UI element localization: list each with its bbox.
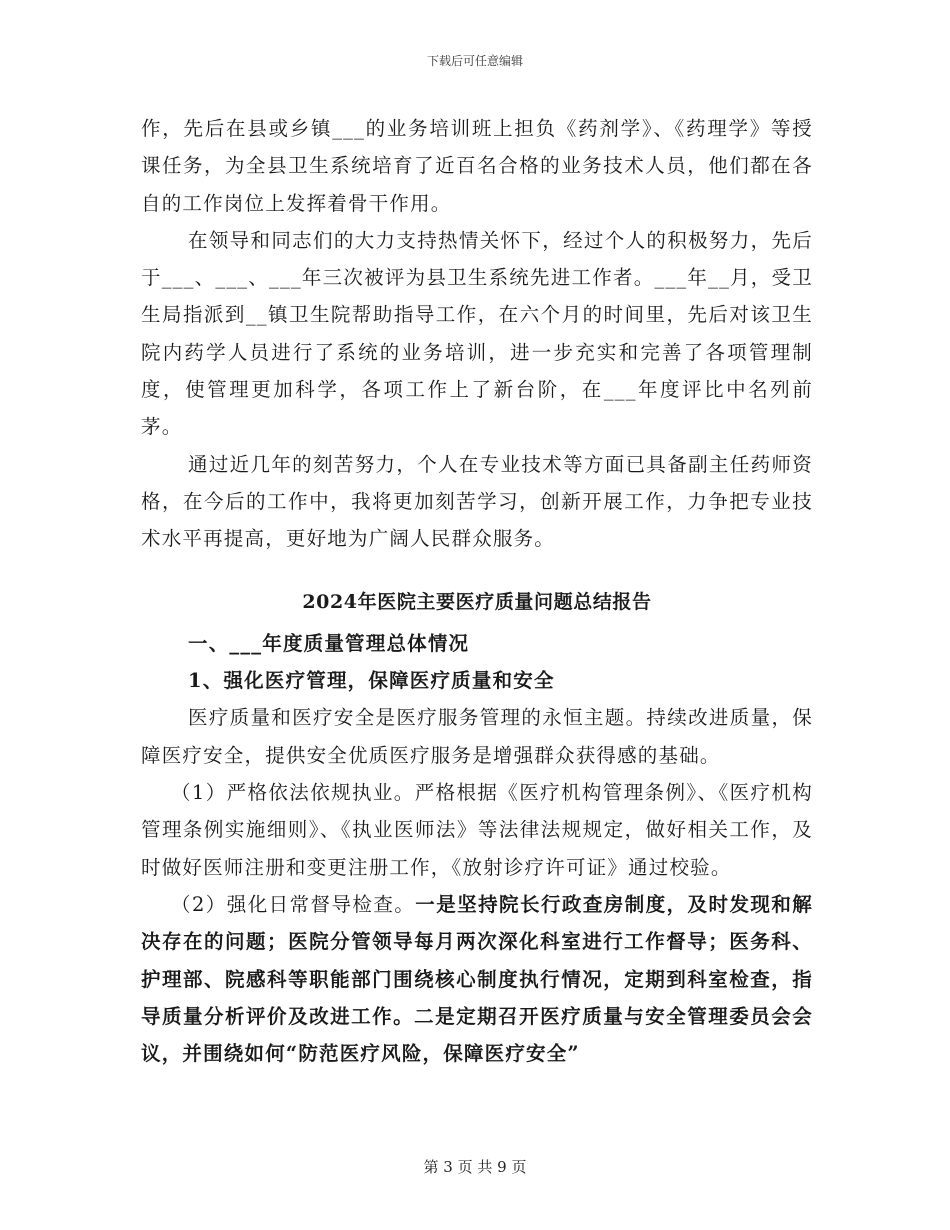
report-title: 2024年医院主要医疗质量问题总结报告 xyxy=(302,590,652,613)
paragraph-achievements: 在领导和同志们的大力支持热情关怀下，经过个人的积极努力，先后于___、___、___年三次被评为县卫生系统先进工作者。___年__月，受卫生局指派到__镇卫生院帮助指导工作，在六个月的时间里，先后对该卫生院内药学人员进行了系统的业务培训，进一步充实和完善了各项管理制度，使管理更加科学，各项工作上了新台阶，在___年度评比中名列前茅。 xyxy=(141,228,813,439)
paragraph-legal-compliance: （1）严格依法依规执业。严格根据《医疗机构管理条例》、《医疗机构管理条例实施细则》、《执业医师法》等法律法规规定，做好相关工作，及时做好医师注册和变更注册工作，《放射诊疗许可证》通过校验。 xyxy=(141,781,813,879)
paragraph-conclusion: 通过近几年的刻苦努力，个人在专业技术等方面已具备副主任药师资格，在今后的工作中，我将更加刻苦学习，创新开展工作，力争把专业技术水平再提高，更好地为广阔人民群众服务。 xyxy=(141,452,813,551)
paragraph-supervision xyxy=(141,886,813,1072)
supervision-lead: （2）强化日常督导检查。 xyxy=(171,892,416,916)
paragraph-continuation: 作，先后在县或乡镇___的业务培训班上担负《药剂学》、《药理学》等授课任务，为全县卫生系统培育了近百名合格的业务技术人员，他们都在各自的工作岗位上发挥着骨干作用。 xyxy=(141,117,813,215)
document-body xyxy=(141,110,813,1072)
header-note: 下载后可任意编辑 xyxy=(426,54,523,68)
page-footer: 第 3 页 共 9 页 xyxy=(423,1158,527,1176)
paragraph-quality-intro: 医疗质量和医疗安全是医疗服务管理的永恒主题。持续改进质量，保障医疗安全，提供安全优质医疗服务是增强群众获得感的基础。 xyxy=(141,706,813,767)
section-heading: 一、___年度质量管理总体情况 xyxy=(188,631,470,655)
subsection-heading: 1、强化医疗管理，保障医疗质量和安全 xyxy=(188,669,555,693)
supervision-bold-text: 一是坚持院长行政查房制度，及时发现和解决存在的问题；医院分管领导每月两次深化科室进行工作督导；医务科、护理部、院感科等职能部门围绕核心制度执行情况，定期到科室检查，指导质量分析评价及改进工作。二是定期召开医疗质量与安全管理委员会会议，并围绕如何“防范医疗风险，保障医疗安全” xyxy=(141,892,813,1066)
